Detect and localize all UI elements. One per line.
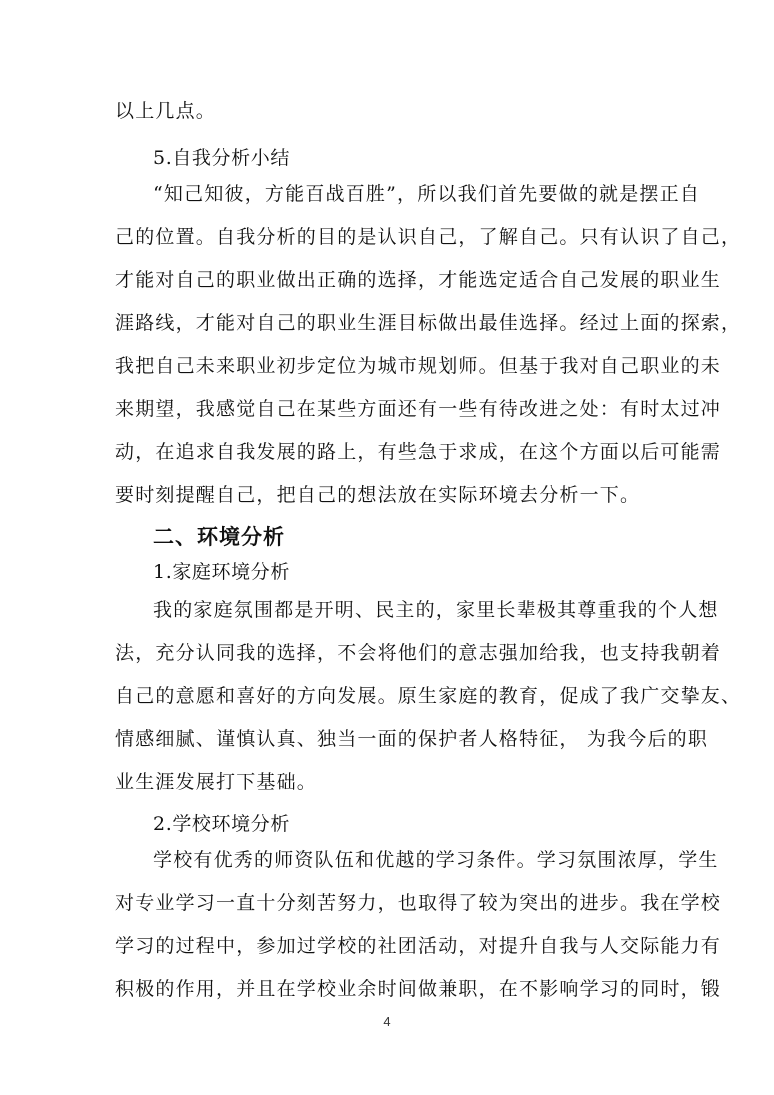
paragraph-line: 来期望，我感觉自己在某些方面还有一些有待改进之处：有时太过冲 — [115, 398, 722, 420]
paragraph-line: 才能对自己的职业做出正确的选择，才能选定适合自己发展的职业生 — [115, 269, 722, 291]
page-number: 4 — [383, 1014, 391, 1029]
paragraph-line: 动，在追求自我发展的路上，有些急于求成，在这个方面以后可能需 — [115, 441, 722, 463]
paragraph-line: 我把自己未来职业初步定位为城市规划师。但基于我对自己职业的未 — [115, 355, 722, 377]
paragraph-line: 涯路线，才能对自己的职业生涯目标做出最佳选择。经过上面的探索， — [115, 312, 742, 334]
section-title-environment-analysis: 二、环境分析 — [153, 525, 285, 549]
paragraph-line: 对专业学习一直十分刻苦努力，也取得了较为突出的进步。我在学校 — [115, 892, 722, 914]
paragraph-line: 己的位置。自我分析的目的是认识自己，了解自己。只有认识了自己， — [115, 226, 742, 248]
paragraph-line: 情感细腻、谨慎认真、独当一面的保护者人格特征， 为我今后的职 — [115, 728, 709, 750]
paragraph-line: “知己知彼，方能百战百胜”，所以我们首先要做的就是摆正自 — [153, 183, 701, 205]
paragraph-line: 法，充分认同我的选择，不会将他们的意志强加给我，也支持我朝着 — [115, 642, 722, 664]
subsection-title-school-environment: 2.学校环境分析 — [153, 813, 290, 835]
paragraph-line: 业生涯发展打下基础。 — [115, 771, 318, 793]
paragraph-line: 积极的作用，并且在学校业余时间做兼职，在不影响学习的同时，锻 — [115, 978, 722, 1000]
subsection-title-self-analysis-summary: 5.自我分析小结 — [153, 147, 290, 169]
paragraph-line: 要时刻提醒自己，把自己的想法放在实际环境去分析一下。 — [115, 484, 641, 506]
paragraph-line: 以上几点。 — [115, 100, 217, 122]
paragraph-line: 学校有优秀的师资队伍和优越的学习条件。学习氛围浓厚，学生 — [153, 849, 719, 871]
paragraph-line: 自己的意愿和喜好的方向发展。原生家庭的教育，促成了我广交挚友、 — [115, 685, 742, 707]
paragraph-line: 我的家庭氛围都是开明、民主的，家里长辈极其尊重我的个人想 — [153, 599, 719, 621]
subsection-title-family-environment: 1.家庭环境分析 — [153, 561, 290, 583]
paragraph-line: 学习的过程中，参加过学校的社团活动，对提升自我与人交际能力有 — [115, 935, 722, 957]
